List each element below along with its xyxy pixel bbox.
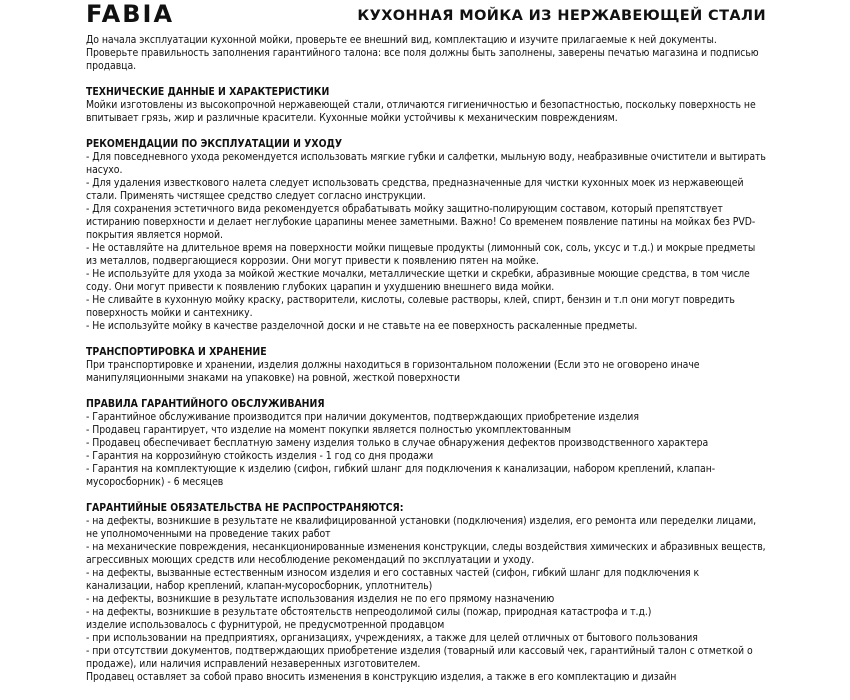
document-body	[86, 34, 766, 684]
exclusions-footer: Продавец оставляет за собой право вносить изменения в конструкцию изделия, а также в его комплектацию и дизайн	[86, 671, 677, 683]
list-item: - Для сохранения эстетичного вида рекомендуется обрабатывать мойку защитно-полирующим составом, который препятствует истиранию поверхности и делает неглубокие царапины менее заметными. Важно! Со временем появление патины на мойках без PVD-покрытия является нормой.	[86, 203, 756, 241]
list-item: - на дефекты, возникшие в результате не квалифицированной установки (подключения) изделия, его ремонта или переделки лицами, не уполномоченными на проведение таких работ	[86, 515, 757, 540]
document-header	[86, 0, 776, 30]
exclusions-section	[86, 502, 766, 684]
transport-heading: ТРАНСПОРТИРОВКА И ХРАНЕНИЕ	[86, 346, 267, 358]
list-item: - при отсутствии документов, подтверждающих приобретение изделия (товарный или кассовый чек, гарантийный талон с отметкой о продаже), или наличия исправлений незаверенных изготовителем.	[86, 645, 753, 670]
warranty-list	[86, 411, 766, 489]
list-item: - на дефекты, возникшие в результате обстоятельств непреодолимой силы (пожар, природная катастрофа и т.д.)	[86, 606, 652, 618]
list-item: - Гарантийное обслуживание производится при наличии документов, подтверждающих приобретение изделия	[86, 411, 639, 423]
list-item: - Продавец обеспечивает бесплатную замену изделия только в случае обнаружения дефектов производственного характера	[86, 437, 709, 449]
list-item: - на механические повреждения, несанкционированные изменения конструкции, следы воздействия химических и абразивных веществ, агрессивных моющих средств или несоблюдение рекомендаций по эксплуатации и уходу.	[86, 541, 766, 566]
list-item: - на дефекты, возникшие в результате использования изделия не по его прямому назначению	[86, 593, 555, 605]
list-item: - Гарантия на коррозийную стойкость изделия - 1 год со дня продажи	[86, 450, 434, 462]
warranty-section	[86, 398, 766, 489]
warranty-heading: ПРАВИЛА ГАРАНТИЙНОГО ОБСЛУЖИВАНИЯ	[86, 398, 325, 410]
list-item: - Гарантия на комплектующие к изделию (сифон, гибкий шланг для подключения к канализации, набором креплений, клапан-мусоросборник) - 6 месяцев	[86, 463, 716, 488]
care-heading: РЕКОМЕНДАЦИИ ПО ЭКСПЛУАТАЦИИ И УХОДУ	[86, 138, 343, 150]
document-title: КУХОННАЯ МОЙКА ИЗ НЕРЖАВЕЮЩЕЙ СТАЛИ	[357, 8, 766, 24]
list-item: - при использовании на предприятиях, организациях, учреждениях, а также для целей отличных от бытового пользования	[86, 632, 698, 644]
care-section	[86, 138, 766, 333]
exclusions-list	[86, 515, 766, 671]
transport-paragraph: При транспортировке и хранении, изделия должны находиться в горизонтальном положении (Если это не оговорено иначе манипуляционными знаками на упаковке) на ровной, жесткой поверхности	[86, 359, 700, 384]
intro-section	[86, 34, 766, 73]
list-item: - Для удаления известкового налета следует использовать средства, предназначенные для чистки кухонных моек из нержавеющей стали. Применять чистящее средство следует согласно инструкции.	[86, 177, 744, 202]
tech-heading: ТЕХНИЧЕСКИЕ ДАННЫЕ И ХАРАКТЕРИСТИКИ	[86, 86, 330, 98]
list-item: - Не используйте мойку в качестве разделочной доски и не ставьте на ее поверхность раскаленные предметы.	[86, 320, 638, 332]
transport-section	[86, 346, 766, 385]
tech-paragraph: Мойки изготовлены из высокопрочной нержавеющей стали, отличаются гигиеничностью и безопастностью, поскольку поверхность не впитывает грязь, жир и различные красители. Кухонные мойки устойчивы к механическим повреждениям.	[86, 99, 756, 124]
list-item: - Не используйте для ухода за мойкой жесткие мочалки, металлические щетки и скребки, абразивные моющие средства, в том числе соду. Они могут привести к появлению глубоких царапин и ухудшению внешнего вида мойки.	[86, 268, 750, 293]
tech-section	[86, 86, 766, 125]
list-item: - на дефекты, вызванные естественным износом изделия и его составных частей (сифон, гибкий шланг для подключения к канализации, набор креплений, клапан-мусоросборник, уплотнитель)	[86, 567, 700, 592]
list-item: - Не сливайте в кухонную мойку краску, растворители, кислоты, солевые растворы, клей, спирт, бензин и т.п они могут повредить поверхность мойки и сантехнику.	[86, 294, 735, 319]
care-list	[86, 151, 766, 333]
list-item: - Не оставляйте на длительное время на поверхности мойки пищевые продукты (лимонный сок, соль, уксус и т.д.) и мокрые предметы из металлов, подвергающиеся коррозии. Они могут привести к появлению пятен на мойке.	[86, 242, 756, 267]
list-item: - Для повседневного ухода рекомендуется использовать мягкие губки и салфетки, мыльную воду, неабразивные очистители и вытирать насухо.	[86, 151, 766, 176]
exclusions-heading: ГАРАНТИЙНЫЕ ОБЯЗАТЕЛЬСТВА НЕ РАСПРОСТРАНЯЮТСЯ:	[86, 502, 404, 514]
list-item: изделие использовалось с фурнитурой, не предусмотренной продавцом	[86, 619, 445, 631]
list-item: - Продавец гарантирует, что изделие на момент покупки является полностью укомплектованным	[86, 424, 572, 436]
brand-logo: FABIA	[86, 0, 175, 28]
intro-paragraph: До начала эксплуатации кухонной мойки, проверьте ее внешний вид, комплектацию и изучите прилагаемые к ней документы. Проверьте правильность заполнения гарантийного талона: все поля должны быть заполнены, заверены печатью магазина и подписью продавца.	[86, 34, 759, 72]
